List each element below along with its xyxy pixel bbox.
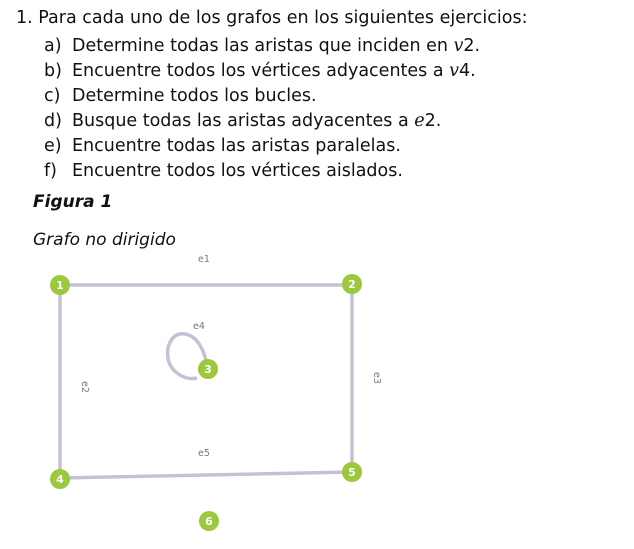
vertex-label-4: 4 — [56, 473, 64, 486]
edge-label-e3: e3 — [371, 372, 382, 384]
item-letter: d) — [44, 111, 62, 131]
item-letter: f) — [44, 161, 57, 181]
item-variable: e — [414, 111, 425, 131]
exercise-heading-text: Para cada uno de los grafos en los siguientes ejercicios: — [38, 8, 528, 28]
figure-subtitle: Grafo no dirigido — [33, 230, 176, 250]
item-subscript: 4 — [459, 61, 471, 81]
item-letter: e) — [44, 136, 62, 156]
figure-title: Figura 1 — [33, 192, 113, 212]
item-text-after: . — [474, 36, 481, 56]
item-subscript: 2 — [424, 111, 436, 131]
item-text: Busque todas las aristas adyacentes a — [72, 111, 415, 131]
edge-label-e2: e2 — [79, 381, 90, 393]
item-text-after: . — [435, 111, 442, 131]
vertex-label-3: 3 — [204, 363, 212, 376]
exercise-number: 1. — [16, 8, 33, 28]
item-text: Encuentre todos los vértices adyacentes a — [72, 61, 450, 81]
item-text: Determine todas las aristas que inciden en — [72, 36, 454, 56]
item-letter: c) — [44, 86, 61, 106]
vertex-label-2: 2 — [348, 278, 356, 291]
item-text-after: . — [470, 61, 476, 81]
item-variable: v — [453, 36, 464, 56]
vertex-2 — [342, 274, 362, 294]
item-letter: a) — [44, 36, 62, 56]
vertex-3 — [198, 359, 218, 379]
item-subscript: 2 — [463, 36, 475, 56]
vertex-4 — [50, 469, 70, 489]
vertices-layer — [50, 274, 362, 531]
vertex-label-6: 6 — [205, 515, 213, 528]
edge-e5 — [60, 472, 352, 478]
edge-label-e5: e5 — [198, 448, 210, 459]
item-text: Encuentre todas las aristas paralelas. — [72, 136, 401, 156]
item-variable: v — [449, 61, 460, 81]
vertex-label-5: 5 — [348, 466, 356, 479]
edge-label-e1: e1 — [198, 254, 210, 265]
vertex-label-1: 1 — [56, 279, 64, 292]
vertex-6 — [199, 511, 219, 531]
item-text: Encuentre todos los vértices aislados. — [72, 161, 403, 181]
item-text: Determine todos los bucles. — [72, 86, 317, 106]
vertex-1 — [50, 275, 70, 295]
item-letter: b) — [44, 61, 62, 81]
vertex-5 — [342, 462, 362, 482]
edge-label-e4: e4 — [193, 321, 205, 332]
